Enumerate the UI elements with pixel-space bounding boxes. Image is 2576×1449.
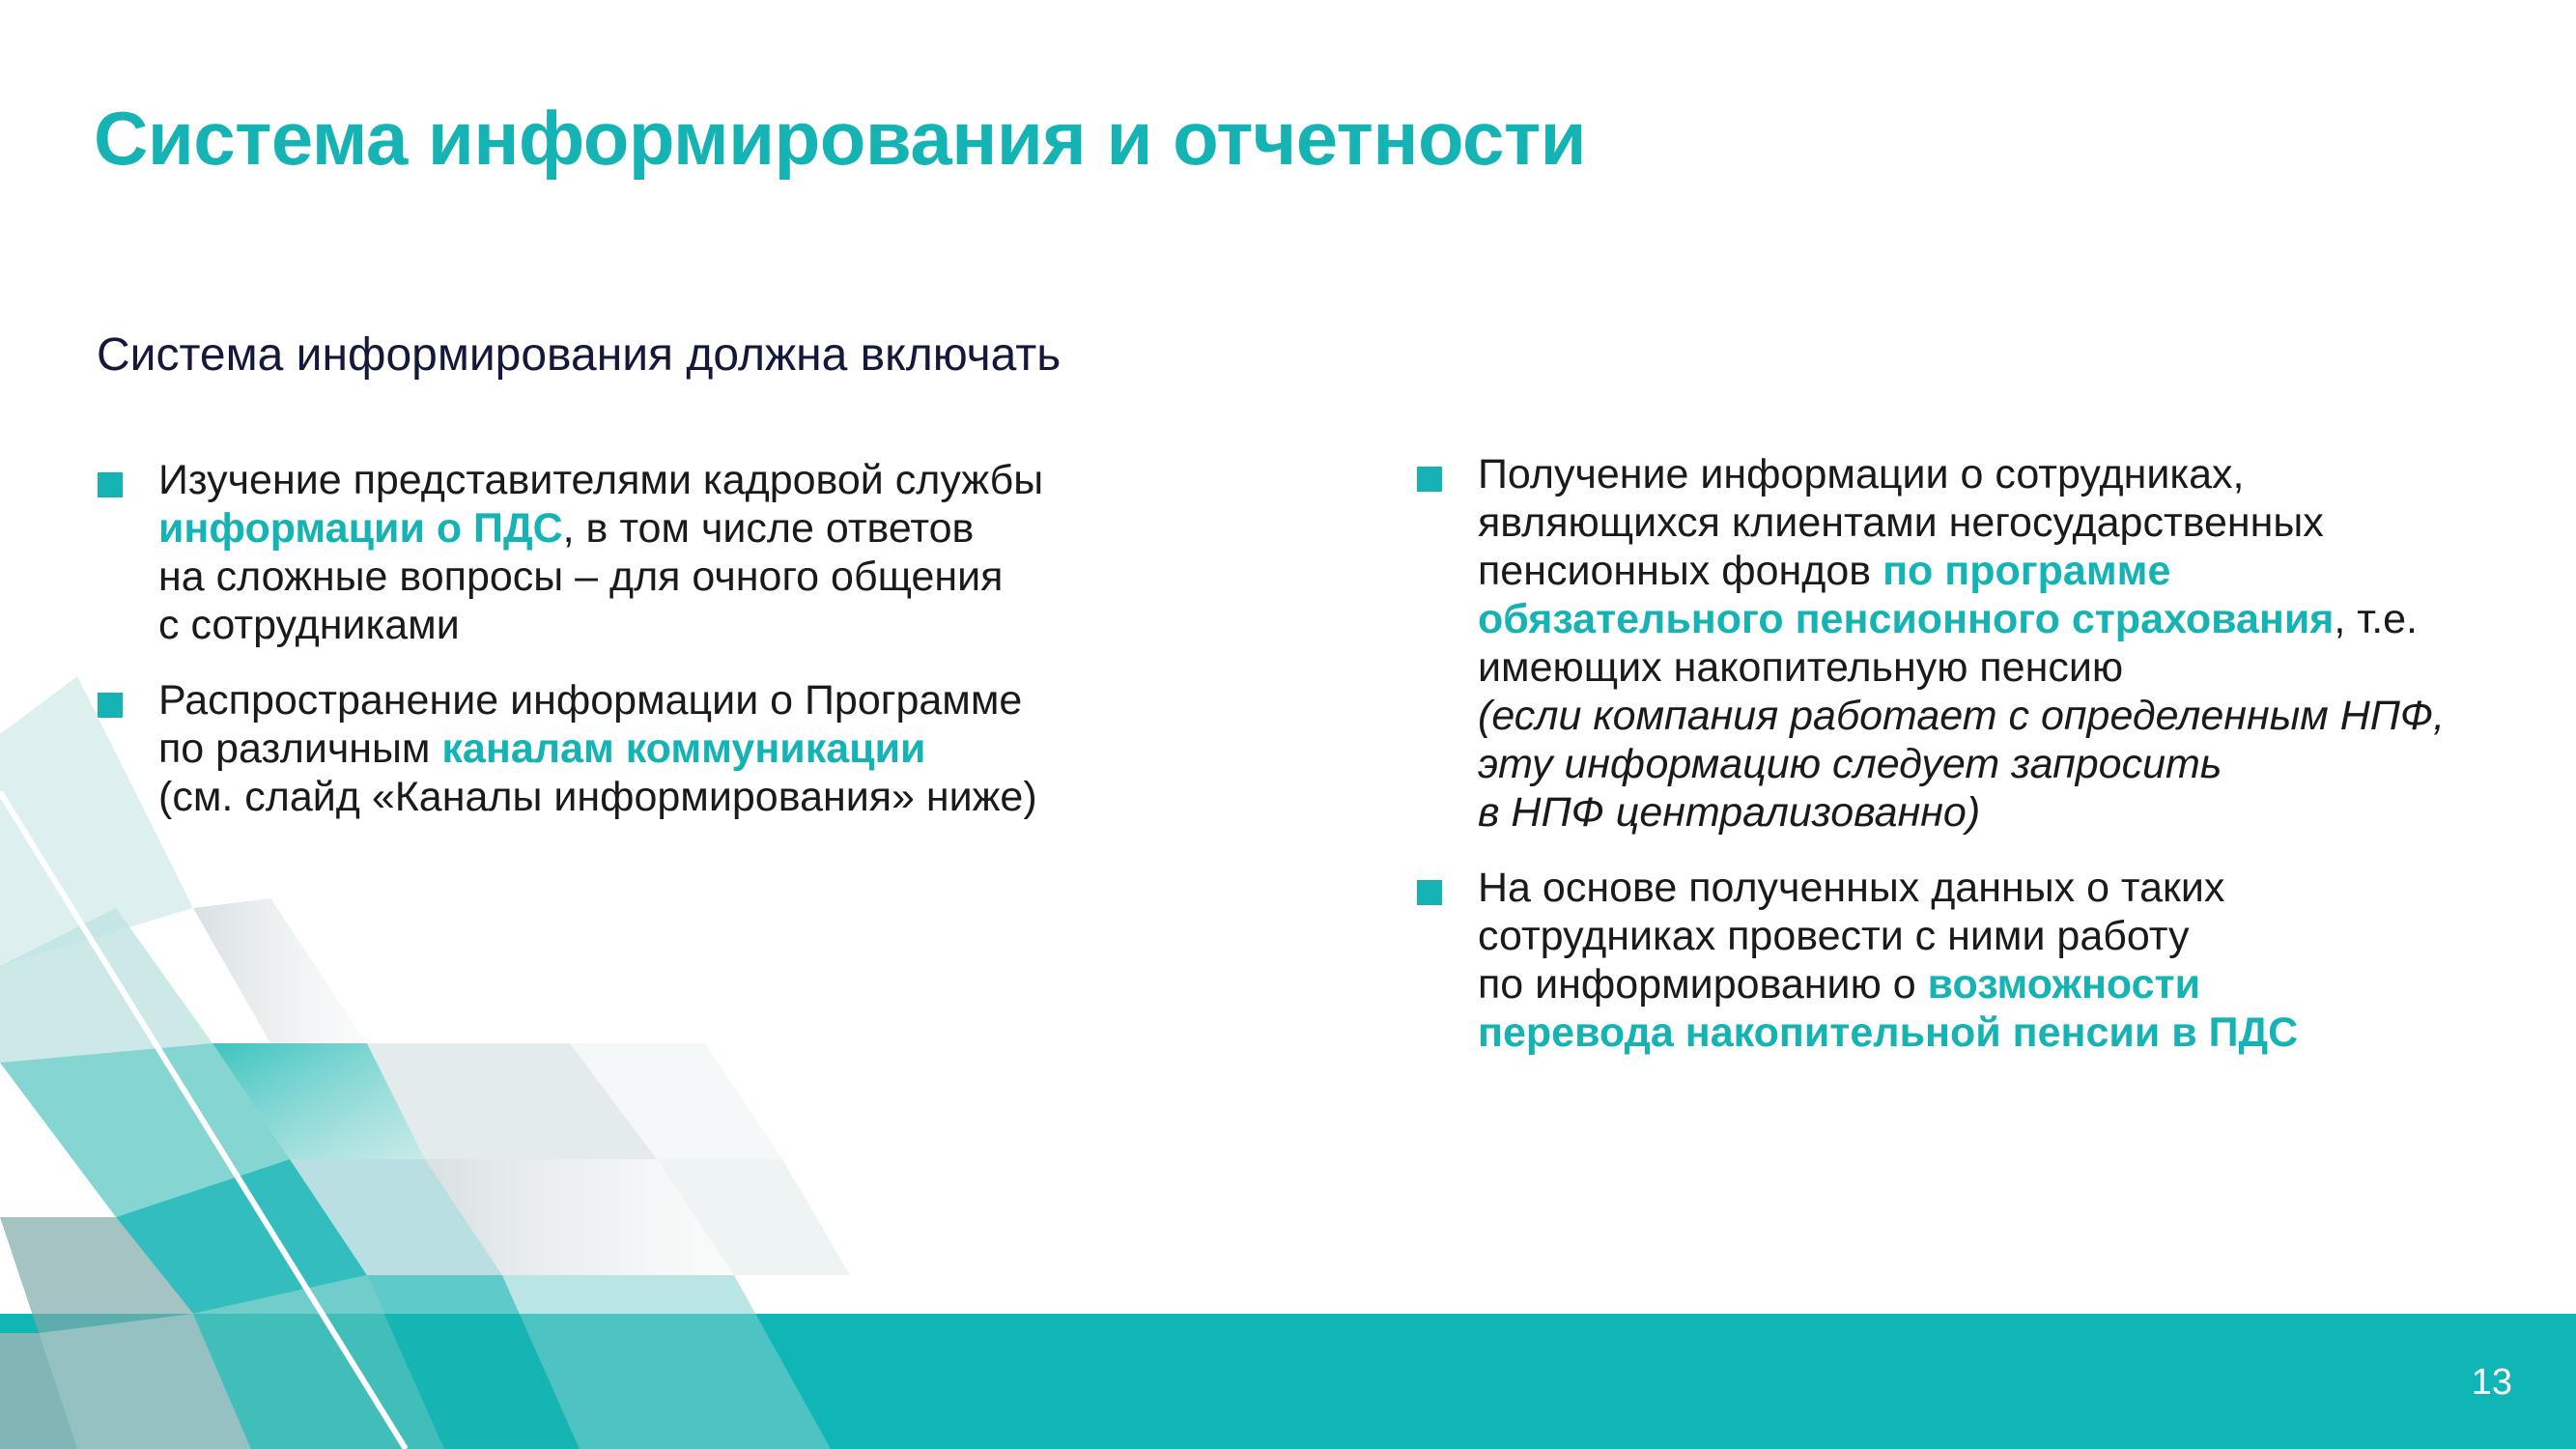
text-run: (см. слайд «Каналы информирования» ниже) bbox=[158, 774, 1037, 820]
text-run: , т.е. bbox=[2334, 596, 2419, 642]
bullet-item-hr-study bbox=[97, 456, 1159, 649]
text-line bbox=[1478, 643, 2498, 692]
square-bullet-icon bbox=[98, 472, 123, 497]
note-line: в НПФ централизованно) bbox=[1478, 789, 1981, 836]
highlight-text: возможности bbox=[1927, 961, 2201, 1008]
text-line bbox=[158, 553, 1159, 601]
text-line bbox=[1478, 450, 2498, 498]
text-line bbox=[158, 504, 1159, 553]
mosaic-shapes bbox=[0, 676, 850, 1449]
text-line bbox=[1478, 864, 2498, 912]
triangle-mosaic-decoration bbox=[0, 676, 966, 1449]
text-line bbox=[1478, 595, 2498, 643]
bullet-item-employee-info bbox=[1416, 450, 2498, 837]
text-run: по информированию о bbox=[1478, 961, 1928, 1008]
highlight-text: перевода накопительной пенсии в ПДС bbox=[1478, 1009, 2299, 1056]
text-run: Распространение информации о Программе bbox=[158, 677, 1023, 724]
text-line bbox=[1478, 498, 2498, 547]
text-run: по различным bbox=[158, 725, 442, 772]
bullet-item-transfer-work bbox=[1416, 864, 2498, 1057]
square-bullet-icon bbox=[1417, 880, 1442, 905]
text-line bbox=[1478, 1009, 2498, 1057]
highlight-text: обязательного пенсионного страхования bbox=[1478, 596, 2335, 642]
text-run: , в том числе ответов bbox=[562, 505, 975, 552]
text-line bbox=[1478, 912, 2498, 960]
text-line bbox=[1478, 547, 2498, 595]
page-number: 13 bbox=[2471, 1362, 2512, 1403]
highlight-text: каналам коммуникации bbox=[441, 725, 926, 772]
text-run: имеющих накопительную пенсию bbox=[1478, 644, 2124, 691]
text-run: с сотрудниками bbox=[158, 602, 460, 648]
text-run: На основе полученных данных о таких bbox=[1478, 865, 2225, 911]
slide-title: Система информирования и отчетности bbox=[94, 96, 1587, 181]
text-run: Получение информации о сотрудниках, bbox=[1478, 451, 2245, 497]
highlight-text: информации о ПДС bbox=[158, 505, 563, 552]
text-line bbox=[1478, 960, 2498, 1009]
section-heading: Система информирования должна включать bbox=[97, 329, 1062, 381]
text-line bbox=[158, 456, 1159, 504]
highlight-text: по программе bbox=[1882, 548, 2171, 594]
square-bullet-icon bbox=[1417, 467, 1442, 492]
text-run: на сложные вопросы – для очного общения bbox=[158, 554, 1004, 600]
text-run: пенсионных фондов bbox=[1478, 548, 1883, 594]
text-run: сотрудниках провести с ними работу bbox=[1478, 913, 2190, 959]
note-line: эту информацию следует запросить bbox=[1478, 741, 2222, 787]
text-line bbox=[158, 601, 1159, 649]
text-run: Изучение представителями кадровой службы bbox=[158, 457, 1044, 503]
note-line: (если компания работает с определенным НПФ, bbox=[1478, 693, 2446, 739]
text-run: являющихся клиентами негосударственных bbox=[1478, 499, 2324, 546]
right-column bbox=[1416, 450, 2498, 1057]
